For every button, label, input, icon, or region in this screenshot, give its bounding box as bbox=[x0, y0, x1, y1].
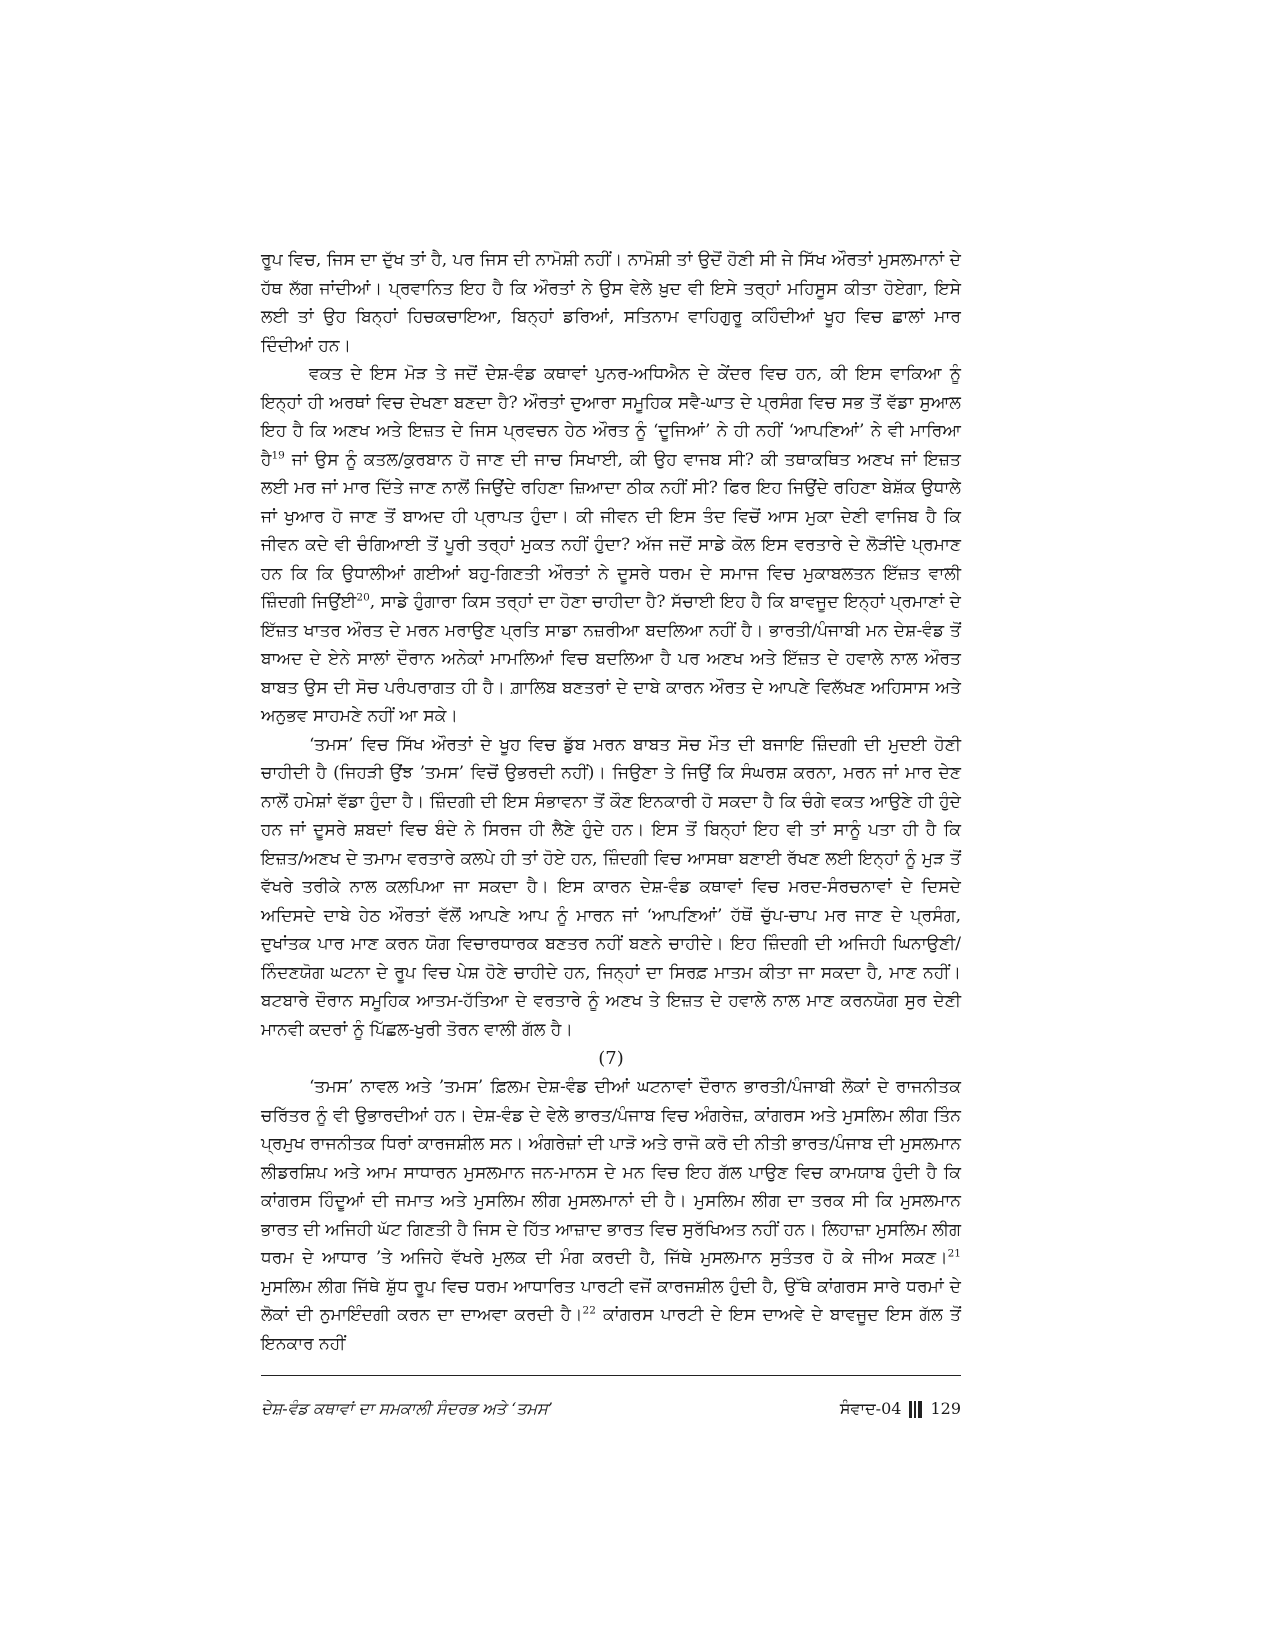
footnote-ref: 22 bbox=[582, 1304, 596, 1317]
paragraph-text: ‘ਤਮਸ’ ਵਿਚ ਸਿੱਖ ਔਰਤਾਂ ਦੇ ਖੂਹ ਵਿਚ ਡੁੱਬ ਮਰਨ ਬਾਬਤ ਸੋਚ ਮੌਤ ਦੀ ਬਜਾਇ ਜ਼ਿੰਦਗੀ ਦੀ ਮੁਦਈ ਹੋਣੀ ਚਾਹੀਦੀ ਹੈ (ਜਿਹੜੀ ਉਂਝ ’ਤਮਸ’ ਵਿਚੋਂ ਉਭਰਦੀ ਨਹੀਂ)। ਜਿਉਣਾ ਤੇ ਜਿਉਂ ਕਿ ਸੰਘਰਸ਼ ਕਰਨਾ, ਮਰਨ ਜਾਂ ਮਾਰ ਦੇਣ ਨਾਲੋਂ ਹਮੇਸ਼ਾਂ ਵੱਡਾ ਹੁੰਦਾ ਹੈ। ਜ਼ਿੰਦਗੀ ਦੀ ਇਸ ਸੰਭਾਵਨਾ ਤੋਂ ਕੌਣ ਇਨਕਾਰੀ ਹੋ ਸਕਦਾ ਹੈ ਕਿ ਚੰਗੇ ਵਕਤ ਆਉਣੇ ਹੀ ਹੁੰਦੇ ਹਨ ਜਾਂ ਦੂਸਰੇ ਸ਼ਬਦਾਂ ਵਿਚ ਬੰਦੇ ਨੇ ਸਿਰਜ ਹੀ ਲੈਣੇ ਹੁੰਦੇ ਹਨ। ਇਸ ਤੋਂ ਬਿਨ੍ਹਾਂ ਇਹ ਵੀ ਤਾਂ ਸਾਨੂੰ ਪਤਾ ਹੀ ਹੈ ਕਿ ਇਜ਼ਤ/ਅਣਖ ਦੇ ਤਮਾਮ ਵਰਤਾਰੇ ਕਲਪੇ ਹੀ ਤਾਂ ਹੋਏ ਹਨ, ਜ਼ਿੰਦਗੀ ਵਿਚ ਆਸਥਾ ਬਣਾਈ ਰੱਖਣ ਲਈ ਇਨ੍ਹਾਂ ਨੂੰ ਮੁੜ ਤੋਂ ਵੱਖਰੇ ਤਰੀਕੇ ਨਾਲ ਕਲਪਿਆ ਜਾ ਸਕਦਾ ਹੈ। ਇਸ ਕਾਰਨ ਦੇਸ਼-ਵੰਡ ਕਥਾਵਾਂ ਵਿਚ ਮਰਦ-ਸੰਰਚਨਾਵਾਂ ਦੇ ਦਿਸਦੇ ਅਦਿਸਦੇ ਦਾਬੇ ਹੇਠ ਔਰਤਾਂ ਵੱਲੋਂ ਆਪਣੇ ਆਪ ਨੂੰ ਮਾਰਨ ਜਾਂ ‘ਆਪਣਿਆਂ’ ਹੱਥੋਂ ਚੁੱਪ-ਚਾਪ ਮਰ ਜਾਣ ਦੇ ਪ੍ਰਸੰਗ, ਦੁਖਾਂਤਕ ਪਾਰ ਮਾਣ ਕਰਨ ਯੋਗ ਵਿਚਾਰਧਾਰਕ ਬਣਤਰ ਨਹੀਂ ਬਣਨੇ ਚਾਹੀਦੇ। ਇਹ ਜ਼ਿੰਦਗੀ ਦੀ ਅਜਿਹੀ ਘਿਨਾਉਣੀ/ਨਿੰਦਣਯੋਗ ਘਟਨਾ ਦੇ ਰੂਪ ਵਿਚ ਪੇਸ਼ ਹੋਣੇ ਚਾਹੀਦੇ ਹਨ, ਜਿਨ੍ਹਾਂ ਦਾ ਸਿਰਫ਼ ਮਾਤਮ ਕੀਤਾ ਜਾ ਸਕਦਾ ਹੈ, ਮਾਣ ਨਹੀਂ। ਬਟਬਾਰੇ ਦੌਰਾਨ ਸਮੂਹਿਕ ਆਤਮ-ਹੱਤਿਆ ਦੇ ਵਰਤਾਰੇ ਨੂੰ ਅਣਖ ਤੇ ਇਜ਼ਤ ਦੇ ਹਵਾਲੇ ਨਾਲ ਮਾਣ ਕਰਨਯੋਗ ਸੁਰ ਦੇਣੀ ਮਾਨਵੀ ਕਦਰਾਂ ਨੂੰ ਪਿੱਛਲ-ਖੁਰੀ ਤੋਰਨ ਵਾਲੀ ਗੱਲ ਹੈ। bbox=[261, 734, 962, 1040]
paragraph-p4 bbox=[261, 1073, 961, 1358]
footnote-ref: 21 bbox=[947, 1247, 961, 1260]
footnote-ref: 19 bbox=[271, 448, 285, 461]
paragraphs-before-heading bbox=[261, 246, 961, 1044]
footer-divider bbox=[261, 1375, 961, 1376]
paragraph-text: ਜਾਂ ਉਸ ਨੂੰ ਕਤਲ/ਕੁਰਬਾਨ ਹੋ ਜਾਣ ਦੀ ਜਾਚ ਸਿਖਾਈ, ਕੀ ਉਹ ਵਾਜਬ ਸੀ? ਕੀ ਤਥਾਕਥਿਤ ਅਣਖ ਜਾਂ ਇਜ਼ਤ ਲਈ ਮਰ ਜਾਂ ਮਾਰ ਦਿੱਤੇ ਜਾਣ ਨਾਲੋਂ ਜਿਉਂਦੇ ਰਹਿਣਾ ਜ਼ਿਆਦਾ ਠੀਕ ਨਹੀਂ ਸੀ? ਫਿਰ ਇਹ ਜਿਉਂਦੇ ਰਹਿਣਾ ਬੇਸ਼ੱਕ ਉਧਾਲੇ ਜਾਂ ਖੁਆਰ ਹੋ ਜਾਣ ਤੋਂ ਬਾਅਦ ਹੀ ਪ੍ਰਾਪਤ ਹੁੰਦਾ। ਕੀ ਜੀਵਨ ਦੀ ਇਸ ਤੰਦ ਵਿਚੋਂ ਆਸ ਮੁਕਾ ਦੇਣੀ ਵਾਜਿਬ ਹੈ ਕਿ ਜੀਵਨ ਕਦੇ ਵੀ ਚੰਗਿਆਈ ਤੋਂ ਪੂਰੀ ਤਰ੍ਹਾਂ ਮੁਕਤ ਨਹੀਂ ਹੁੰਦਾ? ਅੱਜ ਜਦੋਂ ਸਾਡੇ ਕੋਲ ਇਸ ਵਰਤਾਰੇ ਦੇ ਲੋੜੀਂਦੇ ਪ੍ਰਮਾਣ ਹਨ ਕਿ ਕਿ ਉਧਾਲੀਆਂ ਗਈਆਂ ਬਹੁ-ਗਿਣਤੀ ਔਰਤਾਂ ਨੇ ਦੂਸਰੇ ਧਰਮ ਦੇ ਸਮਾਜ ਵਿਚ ਮੁਕਾਬਲਤਨ ਇੱਜ਼ਤ ਵਾਲੀ ਜ਼ਿੰਦਗੀ ਜਿਉਂਈ bbox=[261, 449, 961, 612]
page-number: 129 bbox=[930, 1399, 961, 1418]
paragraph-p3 bbox=[261, 731, 961, 1045]
paragraph-text: ਰੂਪ ਵਿਚ, ਜਿਸ ਦਾ ਦੁੱਖ ਤਾਂ ਹੈ, ਪਰ ਜਿਸ ਦੀ ਨਾਮੋਸ਼ੀ ਨਹੀਂ। ਨਾਮੋਸ਼ੀ ਤਾਂ ਉਦੋਂ ਹੋਣੀ ਸੀ ਜੇ ਸਿੱਖ ਔਰਤਾਂ ਮੁਸਲਮਾਨਾਂ ਦੇ ਹੱਥ ਲੱਗ ਜਾਂਦੀਆਂ। ਪ੍ਰਵਾਨਿਤ ਇਹ ਹੈ ਕਿ ਔਰਤਾਂ ਨੇ ਉਸ ਵੇਲੇ ਖ਼ੁਦ ਵੀ ਇਸੇ ਤਰ੍ਹਾਂ ਮਹਿਸੂਸ ਕੀਤਾ ਹੋਏਗਾ, ਇਸੇ ਲਈ ਤਾਂ ਉਹ ਬਿਨ੍ਹਾਂ ਹਿਚਕਚਾਇਆ, ਬਿਨ੍ਹਾਂ ਡਰਿਆਂ, ਸਤਿਨਾਮ ਵਾਹਿਗੁਰੂ ਕਹਿੰਦੀਆਂ ਖੂਹ ਵਿਚ ਛਾਲਾਂ ਮਾਰ ਦਿੰਦੀਆਂ ਹਨ। bbox=[261, 250, 961, 356]
footnote-ref: 20 bbox=[356, 591, 370, 604]
paragraphs-after-heading bbox=[261, 1073, 961, 1358]
paragraph-text: ‘ਤਮਸ’ ਨਾਵਲ ਅਤੇ ’ਤਮਸ’ ਫ਼ਿਲਮ ਦੇਸ਼-ਵੰਡ ਦੀਆਂ ਘਟਨਾਵਾਂ ਦੌਰਾਨ ਭਾਰਤੀ/ਪੰਜਾਬੀ ਲੋਕਾਂ ਦੇ ਰਾਜਨੀਤਕ ਚਰਿੱਤਰ ਨੂੰ ਵੀ ਉਭਾਰਦੀਆਂ ਹਨ। ਦੇਸ਼-ਵੰਡ ਦੇ ਵੇਲੇ ਭਾਰਤ/ਪੰਜਾਬ ਵਿਚ ਅੰਗਰੇਜ਼, ਕਾਂਗਰਸ ਅਤੇ ਮੁਸਲਿਮ ਲੀਗ ਤਿੰਨ ਪ੍ਰਮੁਖ ਰਾਜਨੀਤਕ ਧਿਰਾਂ ਕਾਰਜਸ਼ੀਲ ਸਨ। ਅੰਗਰੇਜ਼ਾਂ ਦੀ ਪਾੜੋ ਅਤੇ ਰਾਜੋ ਕਰੋ ਦੀ ਨੀਤੀ ਭਾਰਤ/ਪੰਜਾਬ ਦੀ ਮੁਸਲਮਾਨ ਲੀਡਰਸ਼ਿਪ ਅਤੇ ਆਮ ਸਾਧਾਰਨ ਮੁਸਲਮਾਨ ਜਨ-ਮਾਨਸ ਦੇ ਮਨ ਵਿਚ ਇਹ ਗੱਲ ਪਾਉਣ ਵਿਚ ਕਾਮਯਾਬ ਹੁੰਦੀ ਹੈ ਕਿ ਕਾਂਗਰਸ ਹਿੰਦੂਆਂ ਦੀ ਜਮਾਤ ਅਤੇ ਮੁਸਲਿਮ ਲੀਗ ਮੁਸਲਮਾਨਾਂ ਦੀ ਹੈ। ਮੁਸਲਿਮ ਲੀਗ ਦਾ ਤਰਕ ਸੀ ਕਿ ਮੁਸਲਮਾਨ ਭਾਰਤ ਦੀ ਅਜਿਹੀ ਘੱਟ ਗਿਣਤੀ ਹੈ ਜਿਸ ਦੇ ਹਿੱਤ ਆਜ਼ਾਦ ਭਾਰਤ ਵਿਚ ਸੁਰੱਖਿਅਤ ਨਹੀਂ ਹਨ। ਲਿਹਾਜ਼ਾ ਮੁਸਲਿਮ ਲੀਗ ਧਰਮ ਦੇ ਆਧਾਰ ’ਤੇ ਅਜਿਹੇ ਵੱਖਰੇ ਮੁਲਕ ਦੀ ਮੰਗ ਕਰਦੀ ਹੈ, ਜਿੱਥੇ ਮੁਸਲਮਾਨ ਸੁਤੰਤਰ ਹੋ ਕੇ ਜੀਅ ਸਕਣ। bbox=[261, 1077, 961, 1269]
paragraph-text: , ਸਾਡੇ ਹੁੰਗਾਰਾ ਕਿਸ ਤਰ੍ਹਾਂ ਦਾ ਹੋਣਾ ਚਾਹੀਦਾ ਹੈ? ਸੱਚਾਈ ਇਹ ਹੈ ਕਿ ਬਾਵਜੂਦ ਇਨ੍ਹਾਂ ਪ੍ਰਮਾਣਾਂ ਦੇ ਇੱਜ਼ਤ ਖਾਤਰ ਔਰਤ ਦੇ ਮਰਨ ਮਰਾਉਣ ਪ੍ਰਤਿ ਸਾਡਾ ਨਜ਼ਰੀਆ ਬਦਲਿਆ ਨਹੀਂ ਹੈ। ਭਾਰਤੀ/ਪੰਜਾਬੀ ਮਨ ਦੇਸ਼-ਵੰਡ ਤੋਂ ਬਾਅਦ ਦੇ ਏਨੇ ਸਾਲਾਂ ਦੌਰਾਨ ਅਨੇਕਾਂ ਮਾਮਲਿਆਂ ਵਿਚ ਬਦਲਿਆ ਹੈ ਪਰ ਅਣਖ ਅਤੇ ਇੱਜ਼ਤ ਦੇ ਹਵਾਲੇ ਨਾਲ ਔਰਤ ਬਾਬਤ ਉਸ ਦੀ ਸੋਚ ਪਰੰਪਰਾਗਤ ਹੀ ਹੈ। ਗ਼ਾਲਿਬ ਬਣਤਰਾਂ ਦੇ ਦਾਬੇ ਕਾਰਨ ਔਰਤ ਦੇ ਆਪਣੇ ਵਿਲੱਖਣ ਅਹਿਸਾਸ ਅਤੇ ਅਨੁਭਵ ਸਾਹਮਣੇ ਨਹੀਂ ਆ ਸਕੇ। bbox=[261, 592, 961, 726]
paragraph-p1 bbox=[261, 246, 961, 360]
vertical-bars-icon bbox=[909, 1401, 922, 1418]
page-footer bbox=[261, 1394, 961, 1424]
paragraph-text: ਕਾਂਗਰਸ ਪਾਰਟੀ ਦੇ ਇਸ ਦਾਅਵੇ ਦੇ ਬਾਵਜੂਦ ਇਸ ਗੱਲ ਤੋਂ ਇਨਕਾਰ ਨਹੀਂ bbox=[261, 1305, 961, 1354]
section-heading: (7) bbox=[598, 1048, 624, 1069]
paragraph-text: ਮੁਸਲਿਮ ਲੀਗ ਜਿੱਥੇ ਸ਼ੁੱਧ ਰੂਪ ਵਿਚ ਧਰਮ ਆਧਾਰਿਤ ਪਾਰਟੀ ਵਜੋਂ ਕਾਰਜਸ਼ੀਲ ਹੁੰਦੀ ਹੈ, ਉੱਥੇ ਕਾਂਗਰਸ ਸਾਰੇ ਧਰਮਾਂ ਦੇ ਲੋਕਾਂ ਦੀ ਨੁਮਾਇੰਦਗੀ ਕਰਨ ਦਾ ਦਾਅਵਾ ਕਰਦੀ ਹੈ। bbox=[261, 1276, 961, 1326]
paragraph-p2 bbox=[261, 360, 961, 731]
paragraph-text: ਵਕਤ ਦੇ ਇਸ ਮੋੜ ਤੇ ਜਦੋਂ ਦੇਸ਼-ਵੰਡ ਕਥਾਵਾਂ ਪੁਨਰ-ਅਧਿਐਨ ਦੇ ਕੇਂਦਰ ਵਿਚ ਹਨ, ਕੀ ਇਸ ਵਾਕਿਆ ਨੂੰ ਇਨ੍ਹਾਂ ਹੀ ਅਰਥਾਂ ਵਿਚ ਦੇਖਣਾ ਬਣਦਾ ਹੈ? ਔਰਤਾਂ ਦੁਆਰਾ ਸਮੂਹਿਕ ਸਵੈ-ਘਾਤ ਦੇ ਪ੍ਰਸੰਗ ਵਿਚ ਸਭ ਤੋਂ ਵੱਡਾ ਸੁਆਲ ਇਹ ਹੈ ਕਿ ਅਣਖ ਅਤੇ ਇਜ਼ਤ ਦੇ ਜਿਸ ਪ੍ਰਵਚਨ ਹੇਠ ਔਰਤ ਨੂੰ ‘ਦੂਜਿਆਂ’ ਨੇ ਹੀ ਨਹੀਂ ‘ਆਪਣਿਆਂ’ ਨੇ ਵੀ ਮਾਰਿਆ ਹੈ bbox=[261, 364, 961, 470]
body-text bbox=[261, 246, 961, 1358]
journal-name: ਸੰਵਾਦ-04 bbox=[839, 1399, 902, 1418]
running-title: ਦੇਸ਼-ਵੰਡ ਕਥਾਵਾਂ ਦਾ ਸਮਕਾਲੀ ਸੰਦਰਭ ਅਤੇ ‘ਤਮਸ’ bbox=[261, 1399, 553, 1418]
footer-meta bbox=[840, 1394, 961, 1424]
